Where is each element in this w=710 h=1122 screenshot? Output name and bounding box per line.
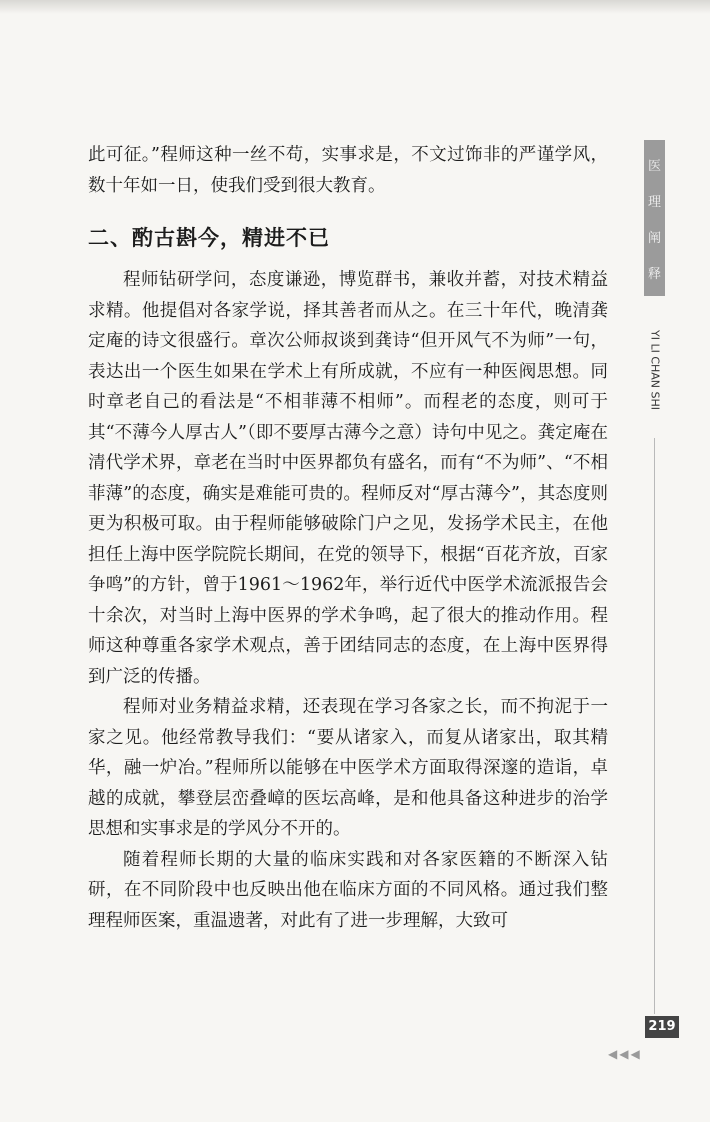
top-edge-shadow [0, 0, 710, 14]
paragraph: 随着程师长期的大量的临床实践和对各家医籍的不断深入钻研，在不同阶段中也反映出他在临床方面的不同风格。通过我们整理程师医案，重温遗著，对此有了进一步理解，大致可 [88, 849, 608, 931]
page-body [88, 140, 608, 936]
chapter-tab-char: 释 [647, 266, 661, 282]
chapter-tab [644, 140, 665, 296]
chapter-tab-char: 理 [647, 194, 661, 210]
section-heading: 二、酌古斟今，精进不已 [88, 226, 330, 250]
chapter-tab-char: 医 [647, 158, 661, 174]
page-arrows-icon: ◀◀◀ [608, 1047, 642, 1061]
paragraph-continuation: 此可征。”程师这种一丝不苟，实事求是，不文过饰非的严谨学风，数十年如一日，使我们受到很大教育。 [88, 145, 608, 196]
chapter-pinyin-label [640, 310, 670, 430]
page-number: 219 [645, 1016, 679, 1038]
paragraph: 程师钻研学问，态度谦逊，博览群书，兼收并蓄，对技术精益求精。他提倡对各家学说，择其善者而从之。在三十年代，晚清龚定庵的诗文很盛行。章次公师叔谈到龚诗“但开风气不为师”一句，表达出一个医生如果在学术上有所成就，不应有一种医阀思想。同时章老自己的看法是“不相菲薄不相师”。而程老的态度，则可于其“不薄今人厚古人”（即不要厚古薄今之意）诗句中见之。龚定庵在清代学术界，章老在当时中医界都负有盛名，而有“不为师”、“不相菲薄”的态度，确实是难能可贵的。程师反对“厚古薄今”，其态度则更为积极可取。由于程师能够破除门户之见，发扬学术民主，在他担任上海中医学院院长期间，在党的领导下，根据“百花齐放，百家争鸣”的方针，曾于1961～1962年，举行近代中医学术流派报告会十余次，对当时上海中医界的学术争鸣，起了很大的推动作用。程师这种尊重各家学术观点，善于团结同志的态度，在上海中医界得到广泛的传播。 [88, 270, 608, 687]
chapter-pinyin-text: YI LI CHAN SHI [648, 329, 662, 411]
paragraph: 程师对业务精益求精，还表现在学习各家之长，而不拘泥于一家之见。他经常教导我们：“要从诸家入，而复从诸家出，取其精华，融一炉冶。”程师所以能够在中医学术方面取得深邃的造诣，卓越的成就，攀登层峦叠嶂的医坛高峰，是和他具备这种进步的治学思想和实事求是的学风分不开的。 [88, 697, 608, 839]
margin-rule [654, 438, 655, 1014]
chapter-tab-char: 阐 [647, 230, 661, 246]
